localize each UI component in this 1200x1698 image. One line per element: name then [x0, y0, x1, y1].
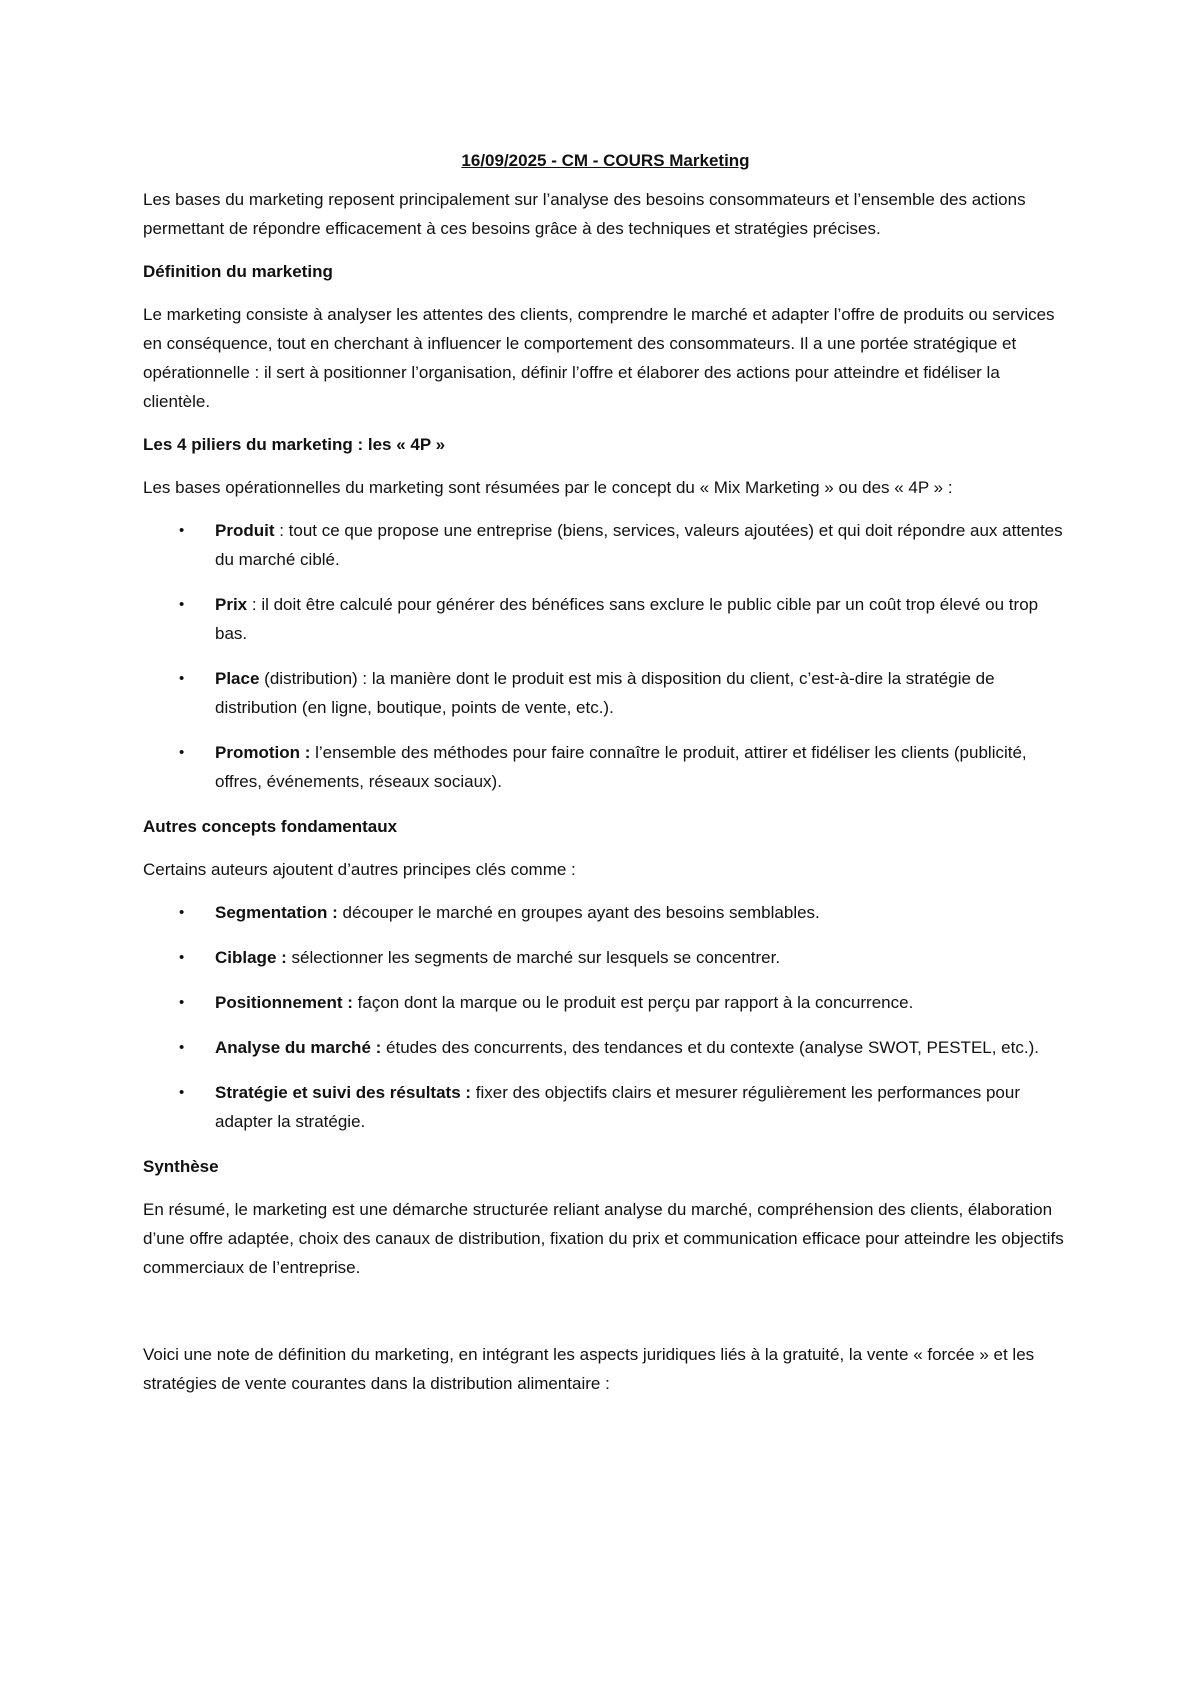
list-item-positionnement [143, 988, 1068, 1017]
term-label: Analyse du marché : [215, 1038, 382, 1057]
bullet-icon: • [179, 949, 185, 966]
bullet-icon: • [179, 744, 185, 761]
list-item-place [143, 664, 1068, 722]
term-label: Promotion : [215, 743, 311, 762]
term-label: Segmentation : [215, 903, 338, 922]
bullet-icon: • [179, 670, 185, 687]
heading-concepts: Autres concepts fondamentaux [143, 817, 398, 836]
item-text: tout ce que propose une entreprise (biens, services, valeurs ajoutées) et qui doit répondre aux attentes du marché ciblé. [215, 521, 1063, 569]
item-text: l’ensemble des méthodes pour faire connaître le produit, attirer et fidéliser les clients (publicité, offres, événements, réseaux sociaux). [215, 743, 1027, 791]
term-separator: : [247, 595, 262, 614]
item-text: il doit être calculé pour générer des bénéfices sans exclure le public cible par un coût trop élevé ou trop bas. [215, 595, 1039, 643]
term-label: Ciblage : [215, 948, 287, 967]
list-item-segmentation [143, 898, 1068, 927]
4p-list [143, 516, 1068, 796]
list-item-promotion [143, 738, 1068, 796]
term-label: Produit [215, 521, 275, 540]
item-text: découper le marché en groupes ayant des besoins semblables. [342, 903, 820, 922]
term-label: Place [215, 669, 260, 688]
intro-paragraph: Les bases du marketing reposent principalement sur l’analyse des besoins consommateurs et l’ensemble des actions permettant de répondre efficacement à ces besoins grâce à des techniques et stratégies précises. [143, 190, 1026, 238]
closing-paragraph: Voici une note de définition du marketing, en intégrant les aspects juridiques liés à la gratuité, la vente « forcée » et les stratégies de vente courantes dans la distribution alimentaire : [143, 1345, 1035, 1393]
term-label: Positionnement : [215, 993, 353, 1012]
bullet-icon: • [179, 904, 185, 921]
blank-line [143, 1296, 1068, 1340]
document-page [143, 140, 1068, 1412]
list-item-ciblage [143, 943, 1068, 972]
term-separator: : [274, 521, 289, 540]
bullet-icon: • [179, 596, 185, 613]
bullet-icon: • [179, 994, 185, 1011]
concepts-list [143, 898, 1068, 1136]
heading-definition: Définition du marketing [143, 262, 333, 281]
concepts-intro-paragraph: Certains auteurs ajoutent d’autres principes clés comme : [143, 860, 576, 879]
heading-synthese: Synthèse [143, 1157, 219, 1176]
item-text: fixer des objectifs clairs et mesurer régulièrement les performances pour adapter la stratégie. [215, 1083, 1021, 1131]
4p-intro-paragraph: Les bases opérationnelles du marketing sont résumées par le concept du « Mix Marketing » ou des « 4P » : [143, 478, 953, 497]
bullet-icon: • [179, 1084, 185, 1101]
term-label: Prix [215, 595, 248, 614]
list-item-analyse-marche [143, 1033, 1068, 1062]
synthese-paragraph: En résumé, le marketing est une démarche structurée reliant analyse du marché, compréhension des clients, élaboration d’une offre adaptée, choix des canaux de distribution, fixation du prix et communication efficace pour atteindre les objectifs commerciaux de l’entreprise. [143, 1200, 1064, 1277]
document-title: 16/09/2025 - CM - COURS Marketing [461, 151, 750, 170]
item-text: études des concurrents, des tendances et du contexte (analyse SWOT, PESTEL, etc.). [386, 1038, 1039, 1057]
bullet-icon: • [179, 522, 185, 539]
item-text: (distribution) : la manière dont le produit est mis à disposition du client, c’est-à-dire la stratégie de distribution (en ligne, boutique, points de vente, etc.). [215, 669, 995, 717]
item-text: façon dont la marque ou le produit est perçu par rapport à la concurrence. [357, 993, 914, 1012]
list-item-prix [143, 590, 1068, 648]
heading-4p: Les 4 piliers du marketing : les « 4P » [143, 435, 446, 454]
bullet-icon: • [179, 1039, 185, 1056]
definition-paragraph: Le marketing consiste à analyser les attentes des clients, comprendre le marché et adapter l’offre de produits ou services en conséquence, tout en cherchant à influencer le comportement des consommateurs. Il a une portée stratégique et opérationnelle : il sert à positionner l’organisation, définir l’offre et élaborer des actions pour atteindre et fidéliser la clientèle. [143, 305, 1055, 411]
term-label: Stratégie et suivi des résultats : [215, 1083, 472, 1102]
list-item-strategie-suivi [143, 1078, 1068, 1136]
list-item-produit [143, 516, 1068, 574]
item-text: sélectionner les segments de marché sur lesquels se concentrer. [291, 948, 781, 967]
